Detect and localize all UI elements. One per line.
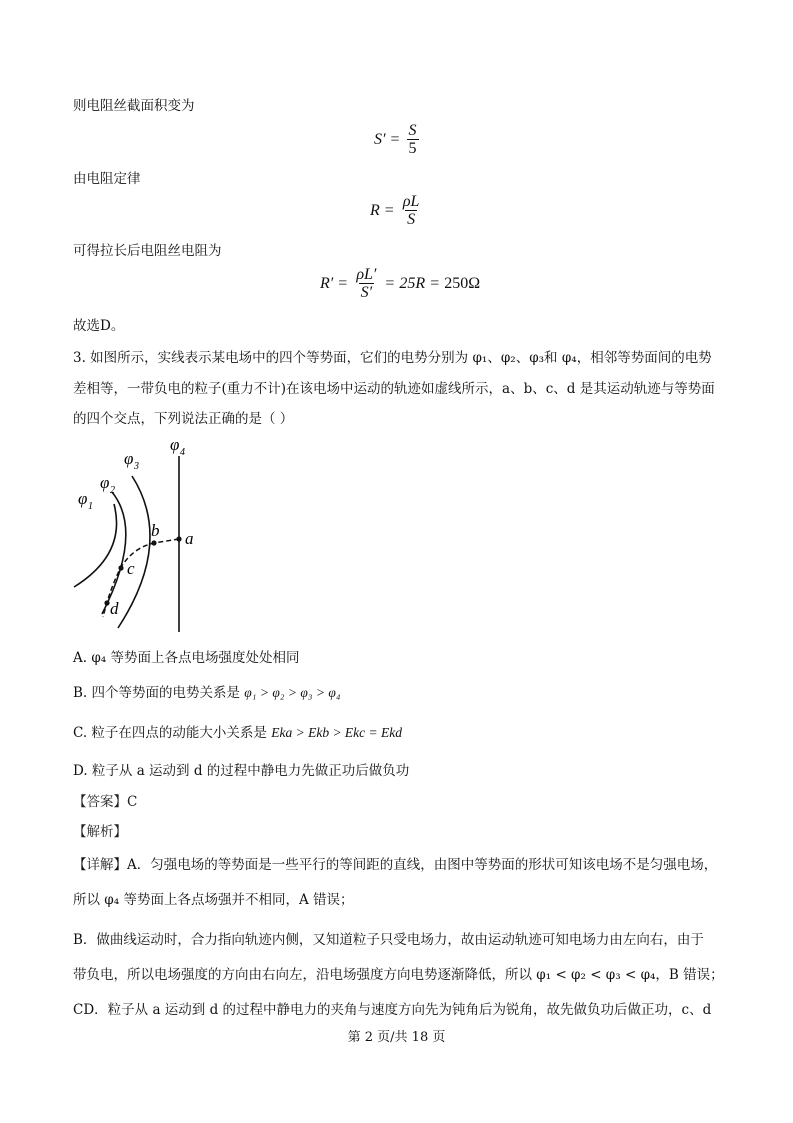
option-c [73,724,402,742]
analysis-title: 【解析】 [73,824,127,840]
paragraph-4: 故选D。 [73,318,125,334]
question-line-1: 3. 如图所示，实线表示某电场中的四个等势面，它们的电势分别为 φ₁、φ₂、φ₃和 φ₄，相邻等势面间的电势 [73,350,712,366]
formula-fraction [407,122,419,157]
point-b [151,540,156,545]
paragraph-2: 由电阻定律 [73,171,141,187]
label-c: c [127,559,135,578]
label-phi3: φ [124,449,134,468]
option-b-text: B. 四个等势面的电势关系是 [73,685,245,701]
label-phi4: φ [170,435,180,454]
label-a: a [185,529,194,548]
point-d [104,600,109,605]
formula-mid: 25R [399,274,426,292]
formula-fraction [401,193,422,228]
label-phi2: φ [100,473,110,492]
label-d: d [110,599,119,618]
label-phi1: φ [78,489,88,508]
page-footer: 第 2 页/共 18 页 [347,1030,446,1045]
fraction-numerator: S [408,122,417,139]
option-d: D. 粒子从 a 运动到 d 的过程中静电力先做正功后做负功 [73,763,410,779]
point-c [118,565,123,570]
formula-lhs: R [370,201,380,219]
formula-lhs: S′ [374,130,386,148]
formula-resistance-law: R = $\frac{\rho L}{S}$ [370,193,420,228]
answer: 【答案】C [73,794,138,810]
label-phi1-sub: 1 [88,501,93,512]
label-b: b [151,521,160,540]
equipotential-figure [72,432,212,642]
question-line-3: 的四个交点，下列说法正确的是（ ） [73,411,294,427]
label-phi3-sub: 3 [134,461,139,472]
option-c-expression: Eka > Ekb > Ekc = Ekd [271,725,403,740]
explanation-line-2: 所以 φ₄ 等势面上各点场强并不相同，A 错误； [73,892,354,908]
explanation-line-5: CD．粒子从 a 运动到 d 的过程中静电力的夹角与速度方向先为钝角后为锐角，故先做负功后做正功，c、d [73,1002,712,1018]
explanation-line-4: 带负电，所以电场强度的方向由右向左，沿电场强度方向电势逐渐降低，所以 φ₁ < φ₂ < φ₃ < φ₄，B 错误； [73,967,724,983]
fraction-numerator: ρL′ [356,266,377,283]
question-line-2: 差相等，一带负电的粒子(重力不计)在该电场中运动的轨迹如虚线所示，a、b、c、d 是其运动轨迹与等势面 [73,381,715,397]
formula-fraction [354,266,378,301]
equipotential-line-2 [102,492,126,614]
explanation-line-3: B．做曲线运动时，合力指向轨迹内侧，又知道粒子只受电场力，故由运动轨迹可知电场力由左向右，由于 [73,932,704,948]
paragraph-1: 则电阻丝截面积变为 [73,98,195,114]
label-phi4-sub: 4 [180,447,185,458]
formula-rhs: 250Ω [444,274,481,292]
equipotential-line-1 [74,504,117,587]
formula-new-resistance: R′ = $\frac{\rho L'}{S'}$ = 25R = 250Ω [320,266,481,301]
option-c-text: C. 粒子在四点的动能大小关系是 [73,725,272,741]
option-a: A. φ₄ 等势面上各点电场强度处处相同 [73,650,300,666]
point-a [176,536,181,541]
fraction-denominator: S′ [360,284,373,301]
formula-lhs: R′ [320,274,334,292]
paragraph-3: 可得拉长后电阻丝电阻为 [73,243,222,259]
label-phi2-sub: 2 [110,485,115,496]
fraction-denominator: S [407,211,416,228]
explanation-line-1: 【详解】A．匀强电场的等势面是一些平行的等间距的直线，由图中等势面的形状可知该电场不是匀强电场， [73,857,718,873]
fraction-numerator: ρL [402,193,420,210]
option-b-expression: φ₁ > φ₂ > φ₃ > φ₄ [244,685,341,700]
fraction-denominator: 5 [408,140,417,157]
option-b [73,684,341,702]
formula-area: S′ = $\frac{S}{5}$ [374,122,417,157]
equipotential-line-3 [118,476,150,628]
